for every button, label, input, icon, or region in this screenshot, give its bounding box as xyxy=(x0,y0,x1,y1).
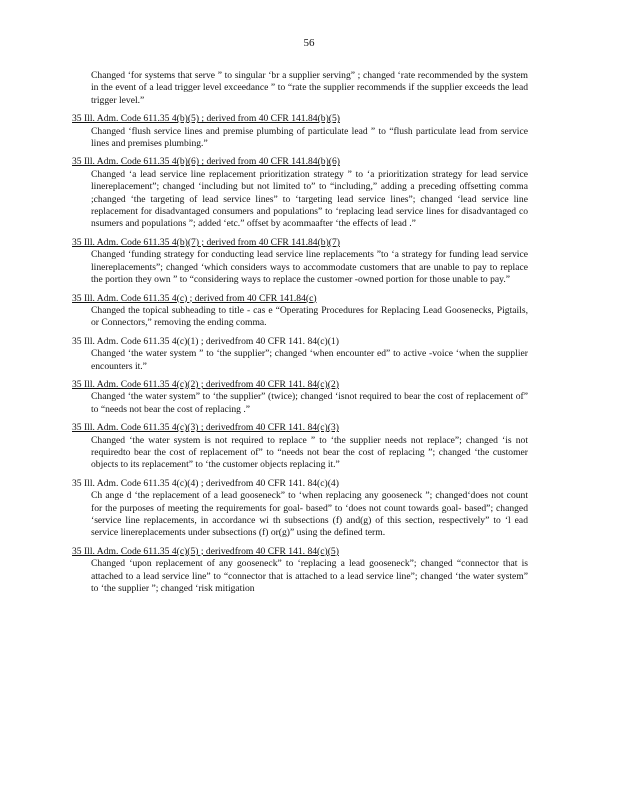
entry-text: Changed ‘flush service lines and premise plumbing of particulate lead ” to “flush particulate lead from service lines and premises plumbing.” xyxy=(91,125,528,150)
entry-c1 xyxy=(72,336,528,373)
entry-c4 xyxy=(72,478,528,540)
entry-citation: 35 Ill. Adm. Code 611.35 4(c)(2) ; derivedfrom 40 CFR 141. 84(c)(2) xyxy=(72,378,339,390)
entry-citation: 35 Ill. Adm. Code 611.35 4(c) ; derived from 40 CFR 141.84(c) xyxy=(72,292,317,304)
entry-text: Changed the topical subheading to title - cas e “Operating Procedures for Replacing Lead Goosenecks, Pigtails, or Connectors,” removing the ending comma. xyxy=(91,304,528,329)
entry-citation: 35 Ill. Adm. Code 611.35 4(c)(5) ; derivedfrom 40 CFR 141. 84(c)(5) xyxy=(72,545,339,557)
page-content xyxy=(72,70,528,601)
entry-citation: 35 Ill. Adm. Code 611.35 4(b)(7) ; derived from 40 CFR 141.84(b)(7) xyxy=(72,236,340,248)
entry-c2 xyxy=(72,379,528,416)
entry-c5 xyxy=(72,546,528,596)
entry-text: Changed ‘upon replacement of any gooseneck” to ‘replacing a lead gooseneck”; changed “connector that is attached to a lead service line” to “connector that is attached to a lead service line”; changed ‘the water system” to ‘the supplier ”; changed ‘risk mitigation xyxy=(91,558,528,595)
entry-citation: 35 Ill. Adm. Code 611.35 4(c)(1) ; derivedfrom 40 CFR 141. 84(c)(1) xyxy=(72,335,339,347)
entry-b6 xyxy=(72,156,528,230)
entry-citation: 35 Ill. Adm. Code 611.35 4(b)(5) ; derived from 40 CFR 141.84(b)(5) xyxy=(72,113,340,125)
entry-citation: 35 Ill. Adm. Code 611.35 4(b)(6) ; derived from 40 CFR 141.84(b)(6) xyxy=(72,156,340,168)
entry-text: Ch ange d ‘the replacement of a lead gooseneck” to ‘when replacing any gooseneck ”; changed‘does not count for the purposes of meeting the requirements for goal- based” to ‘does not count towards goal- based”; changed ‘service line replacements, in accordance wi th subsections (f) and(g) of this section, respectively” to ‘l ead service linereplacements under subsections (f) or(g)” using the defined term. xyxy=(91,490,528,539)
entry-c xyxy=(72,293,528,330)
entry-text: Changed ‘the water system” to ‘the supplier” (twice); changed ‘isnot required to bear the cost of replacement of” to “needs not bear the cost of replacing .” xyxy=(91,391,528,415)
entry-text: Changed ‘for systems that serve ” to singular ‘br a supplier serving” ; changed ‘rate recommended by the system in the event of a lead trigger level exceedance ” to “rate the supplier recommends if the supplier exceeds the lead trigger level.” xyxy=(91,70,528,106)
entry-b5 xyxy=(72,113,528,150)
page-number: 56 xyxy=(303,37,315,49)
continued-entry xyxy=(72,70,528,107)
entry-text: Changed ‘funding strategy for conducting lead service line replacements ”to ‘a strategy for funding lead service linereplacements”; changed ‘which considers ways to accommodate customers that are unable to pay to replace the portion they own ” to “considering ways to replace the customer -owned portion for those unable to pay.” xyxy=(91,249,528,286)
entry-c3 xyxy=(72,422,528,472)
entry-citation: 35 Ill. Adm. Code 611.35 4(c)(4) ; derivedfrom 40 CFR 141. 84(c)(4) xyxy=(72,477,339,489)
entry-text: Changed ‘a lead service line replacement prioritization strategy ” to ‘a prioritization strategy for lead service linereplacement”; changed ‘including but not limited to” to “including,” adding a preceding offsetting comma ;changed ‘the targeting of lead service lines” to ‘targeting lead service lines”; changed ‘lead service line replacement for disadvantaged consumers and populations” to ‘replacing lead service lines for disadvantaged co nsumers and populations ”; added ‘etc.” offset by acommaafter ‘the effects of lead .” xyxy=(91,168,528,230)
entry-citation: 35 Ill. Adm. Code 611.35 4(c)(3) ; derivedfrom 40 CFR 141. 84(c)(3) xyxy=(72,422,339,434)
entry-text: Changed ‘the water system is not required to replace ” to ‘the supplier needs not replace”; changed ‘is not requiredto bear the cost of replacement of” to “needs not bear the cost of replacing ”; changed ‘the customer objects to its replacement” to ‘the customer objects replacing it.” xyxy=(91,434,528,471)
entry-b7 xyxy=(72,237,528,287)
entry-text: Changed ‘the water system ” to ‘the supplier”; changed ‘when encounter ed” to active -voice ‘when the supplier encounters it.” xyxy=(91,348,528,372)
